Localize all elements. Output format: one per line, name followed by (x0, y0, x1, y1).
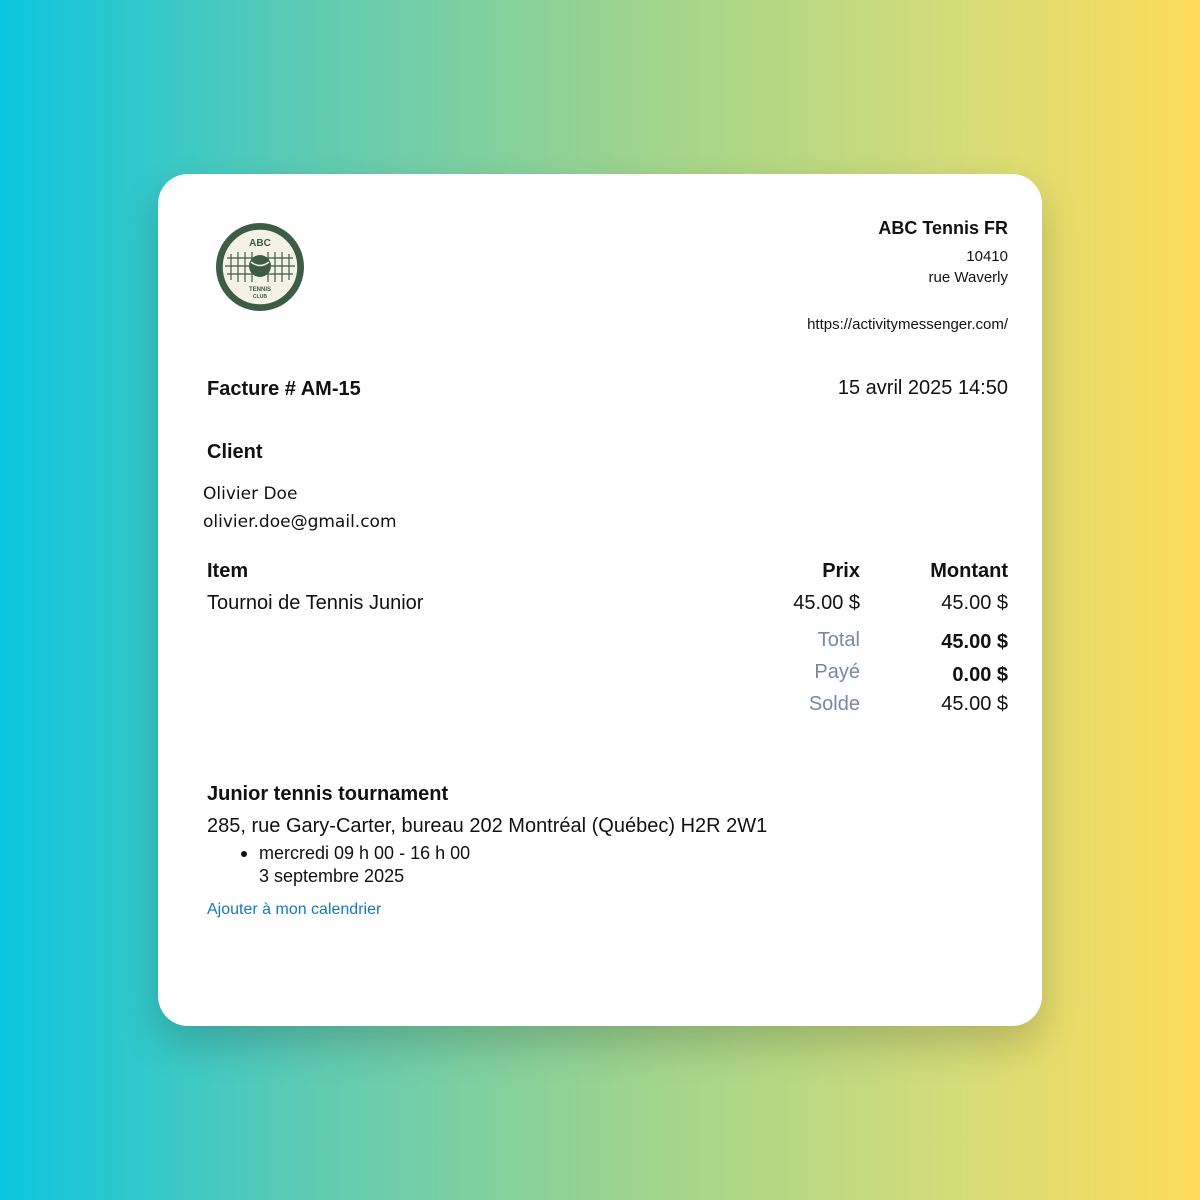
event-title: Junior tennis tournament (207, 783, 449, 805)
paid-value: 0.00 $ (952, 664, 1008, 686)
item-column-header: Item (207, 560, 249, 582)
items-table-header (207, 560, 1008, 592)
invoice-date: 15 avril 2025 14:50 (837, 377, 1008, 399)
client-heading: Client (207, 441, 263, 463)
logo-bottom-text-1: TENNIS (248, 287, 272, 293)
table-row (207, 592, 1008, 629)
organization-url[interactable]: https://activitymessenger.com/ (807, 316, 1008, 333)
client-name: Olivier Doe (203, 484, 298, 504)
logo-bottom-text-2: CLUB (253, 294, 267, 300)
event-address: 285, rue Gary-Carter, bureau 202 Montréal (Québec) H2R 2W1 (207, 815, 768, 837)
organization-address-line1: 10410 (966, 248, 1008, 265)
total-value: 45.00 $ (941, 631, 1008, 653)
balance-label: Solde (808, 693, 860, 715)
balance-row (207, 693, 1008, 725)
add-to-calendar-link[interactable]: Ajouter à mon calendrier (207, 901, 382, 918)
paid-label: Payé (814, 661, 860, 683)
items-table (207, 560, 1008, 725)
event-schedule (259, 842, 470, 888)
item-amount: 45.00 $ (941, 592, 1008, 614)
abc-tennis-club-logo (215, 222, 305, 312)
price-column-header: Prix (822, 560, 860, 582)
total-row (207, 629, 1008, 661)
organization-name: ABC Tennis FR (878, 218, 1008, 238)
logo-top-text: ABC (249, 238, 271, 249)
invoice-number: Facture # AM-15 (207, 378, 361, 400)
total-label: Total (817, 629, 860, 651)
client-email: olivier.doe@gmail.com (203, 512, 397, 532)
item-name: Tournoi de Tennis Junior (207, 592, 424, 614)
item-price: 45.00 $ (793, 592, 860, 614)
schedule-date: 3 septembre 2025 (259, 866, 405, 886)
bullet-icon (241, 851, 247, 857)
schedule-time: mercredi 09 h 00 - 16 h 00 (259, 843, 471, 863)
client-info (203, 480, 397, 536)
paid-row (207, 661, 1008, 693)
balance-value: 45.00 $ (941, 693, 1008, 715)
organization-address-line2: rue Waverly (928, 269, 1008, 286)
amount-column-header: Montant (930, 560, 1008, 582)
organization-info (807, 218, 1008, 333)
invoice-card (158, 174, 1042, 1026)
